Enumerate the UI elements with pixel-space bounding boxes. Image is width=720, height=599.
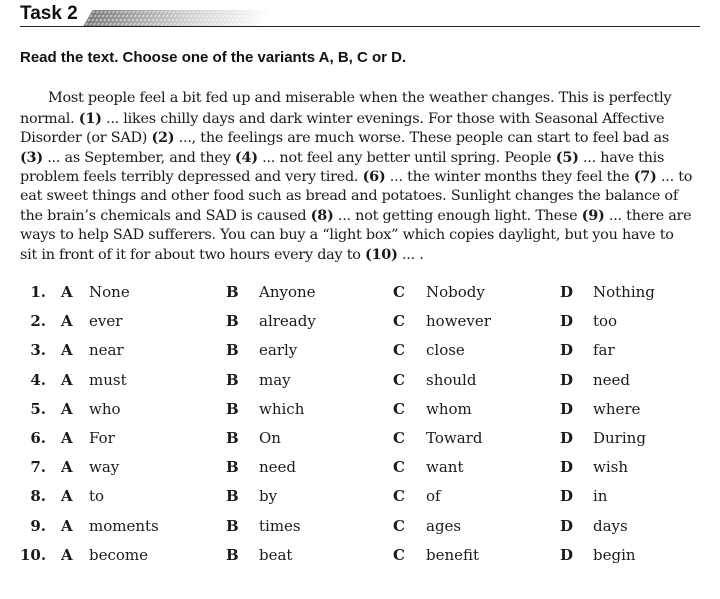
passage-line bbox=[20, 226, 720, 246]
gap-number: (3) bbox=[20, 148, 43, 166]
gap-number: (10) bbox=[364, 246, 398, 263]
option-letter-c: C bbox=[393, 545, 405, 564]
passage-line bbox=[20, 206, 720, 226]
question-number: 4. bbox=[30, 370, 46, 389]
option-letter-a: A bbox=[61, 545, 73, 564]
option-b-text: early bbox=[259, 341, 298, 360]
option-b-text: which bbox=[259, 399, 305, 418]
passage-text: ... as September, and they bbox=[42, 149, 235, 166]
option-letter-a: A bbox=[61, 312, 73, 331]
passage-text: Disorder (or SAD) bbox=[20, 130, 152, 146]
option-b-text: times bbox=[259, 516, 301, 535]
option-c-text: Toward bbox=[426, 429, 483, 447]
option-c-text: close bbox=[426, 341, 465, 360]
option-letter-c: C bbox=[393, 516, 405, 535]
question-number: 5. bbox=[30, 399, 46, 418]
question-number: 6. bbox=[30, 429, 46, 447]
passage-line bbox=[20, 187, 720, 207]
option-c-text: benefit bbox=[426, 545, 480, 564]
passage-text: sit in front of it for about two hours every day to bbox=[20, 247, 365, 263]
passage-text: ... not getting enough light. These bbox=[333, 208, 582, 224]
option-d-text: in bbox=[593, 487, 608, 506]
passage-line bbox=[20, 109, 720, 129]
option-letter-a: A bbox=[61, 516, 73, 535]
gap-number: (5) bbox=[555, 148, 579, 166]
option-letter-c: C bbox=[393, 429, 405, 447]
option-letter-d: D bbox=[560, 516, 574, 535]
option-letter-a: A bbox=[61, 487, 73, 506]
option-letter-a: A bbox=[61, 429, 73, 447]
passage-line bbox=[20, 245, 720, 265]
instruction-text: Read the text. Choose one of the variants A, B, C or D. bbox=[20, 49, 407, 66]
header-decoration bbox=[83, 10, 272, 26]
option-d-text: Nothing bbox=[593, 283, 655, 301]
option-c-text: want bbox=[426, 458, 464, 477]
question-number: 1. bbox=[30, 283, 46, 301]
option-d-text: far bbox=[593, 341, 615, 360]
gap-number: (9) bbox=[581, 207, 605, 224]
passage-text: eat sweet things and other food such as bread and potatoes. Sunlight changes the balance of bbox=[20, 187, 678, 204]
option-letter-c: C bbox=[393, 458, 405, 477]
task-header bbox=[0, 0, 720, 36]
option-a-text: become bbox=[89, 545, 149, 564]
option-b-text: Anyone bbox=[259, 283, 316, 301]
option-letter-b: B bbox=[226, 399, 239, 418]
passage-text: normal. bbox=[20, 110, 79, 127]
option-b-text: beat bbox=[259, 545, 293, 564]
option-letter-d: D bbox=[560, 370, 574, 389]
option-letter-c: C bbox=[393, 283, 405, 301]
option-d-text: During bbox=[593, 429, 646, 447]
option-a-text: who bbox=[89, 399, 121, 418]
option-letter-d: D bbox=[560, 458, 574, 477]
option-row bbox=[0, 517, 720, 541]
option-letter-b: B bbox=[226, 283, 239, 301]
option-b-text: by bbox=[259, 487, 278, 506]
passage-text: ... likes chilly days and dark winter evenings. For those with Seasonal Affective bbox=[101, 110, 665, 127]
option-row bbox=[0, 312, 720, 336]
option-c-text: should bbox=[426, 370, 477, 389]
option-letter-b: B bbox=[226, 458, 239, 477]
option-letter-c: C bbox=[393, 370, 405, 389]
option-letter-c: C bbox=[393, 399, 405, 418]
option-row bbox=[0, 429, 720, 453]
gap-number: (4) bbox=[234, 148, 258, 166]
option-b-text: may bbox=[259, 370, 291, 389]
option-a-text: must bbox=[89, 370, 127, 389]
option-a-text: way bbox=[89, 458, 120, 477]
passage-text: problem feels terribly depressed and very tired. bbox=[20, 169, 363, 185]
option-row bbox=[0, 487, 720, 511]
question-number: 7. bbox=[30, 458, 46, 477]
passage-text: ..., the feelings are much worse. These people can start to feel bad as bbox=[174, 130, 669, 146]
option-letter-d: D bbox=[560, 545, 574, 564]
question-number: 9. bbox=[30, 516, 46, 535]
option-letter-d: D bbox=[560, 487, 574, 506]
option-d-text: days bbox=[593, 516, 628, 535]
gap-number: (8) bbox=[310, 207, 334, 224]
question-number: 2. bbox=[30, 312, 46, 331]
option-letter-c: C bbox=[393, 312, 405, 331]
option-letter-b: B bbox=[226, 341, 239, 360]
question-number: 3. bbox=[30, 341, 46, 360]
option-a-text: to bbox=[89, 487, 105, 506]
passage-text: Most people feel a bit fed up and miserable when the weather changes. This is perfectly bbox=[48, 90, 672, 106]
option-letter-a: A bbox=[61, 458, 73, 477]
gap-number: (2) bbox=[151, 129, 175, 146]
passage-line bbox=[20, 148, 720, 168]
passage-line bbox=[20, 89, 720, 109]
option-letter-c: C bbox=[393, 341, 405, 360]
passage-text: ... there are bbox=[604, 208, 692, 224]
passage-text: ... to bbox=[656, 169, 693, 185]
option-b-text: need bbox=[259, 458, 297, 477]
option-d-text: wish bbox=[593, 458, 628, 477]
question-number: 10. bbox=[20, 545, 47, 564]
passage-text: ... have this bbox=[578, 149, 665, 166]
option-a-text: near bbox=[89, 341, 124, 360]
option-c-text: ages bbox=[426, 516, 462, 535]
option-letter-b: B bbox=[226, 487, 239, 506]
option-letter-b: B bbox=[226, 312, 239, 331]
option-b-text: On bbox=[259, 429, 281, 447]
option-letter-b: B bbox=[226, 370, 239, 389]
passage-text: the brain’s chemicals and SAD is caused bbox=[20, 208, 311, 224]
reading-passage bbox=[20, 89, 720, 265]
option-d-text: where bbox=[593, 399, 641, 418]
task-title: Task 2 bbox=[20, 3, 78, 24]
option-a-text: None bbox=[89, 283, 130, 301]
option-row bbox=[0, 400, 720, 424]
option-letter-a: A bbox=[61, 370, 73, 389]
option-letter-a: A bbox=[61, 283, 73, 301]
option-letter-b: B bbox=[226, 429, 239, 447]
header-rule bbox=[20, 26, 700, 27]
passage-line bbox=[20, 128, 720, 148]
option-d-text: need bbox=[593, 370, 631, 389]
option-c-text: however bbox=[426, 312, 491, 331]
option-letter-d: D bbox=[560, 399, 574, 418]
option-letter-d: D bbox=[560, 312, 574, 331]
question-number: 8. bbox=[30, 487, 46, 506]
option-letter-a: A bbox=[61, 341, 73, 360]
passage-text: ... the winter months they feel the bbox=[385, 169, 634, 185]
option-a-text: ever bbox=[89, 312, 123, 331]
option-row bbox=[0, 371, 720, 395]
option-row bbox=[0, 283, 720, 307]
option-letter-d: D bbox=[560, 341, 574, 360]
option-letter-d: D bbox=[560, 429, 574, 447]
gap-number: (6) bbox=[362, 168, 386, 185]
gap-number: (1) bbox=[78, 109, 102, 127]
option-d-text: too bbox=[593, 312, 618, 331]
option-c-text: whom bbox=[426, 399, 472, 418]
option-letter-c: C bbox=[393, 487, 405, 506]
option-letter-b: B bbox=[226, 545, 239, 564]
passage-text: ... not feel any better until spring. People bbox=[257, 149, 556, 166]
option-b-text: already bbox=[259, 312, 316, 331]
passage-line bbox=[20, 167, 720, 187]
gap-number: (7) bbox=[633, 168, 657, 185]
option-a-text: moments bbox=[89, 516, 159, 535]
option-d-text: begin bbox=[593, 545, 636, 564]
option-row bbox=[0, 458, 720, 482]
option-c-text: Nobody bbox=[426, 283, 485, 301]
passage-text: ... . bbox=[397, 247, 424, 263]
option-letter-d: D bbox=[560, 283, 574, 301]
option-row bbox=[0, 341, 720, 365]
passage-text: ways to help SAD sufferers. You can buy a “light box” which copies daylight, but you have to bbox=[20, 226, 674, 243]
option-letter-a: A bbox=[61, 399, 73, 418]
option-row bbox=[0, 546, 720, 570]
option-a-text: For bbox=[89, 429, 115, 447]
option-c-text: of bbox=[426, 487, 441, 506]
option-letter-b: B bbox=[226, 516, 239, 535]
